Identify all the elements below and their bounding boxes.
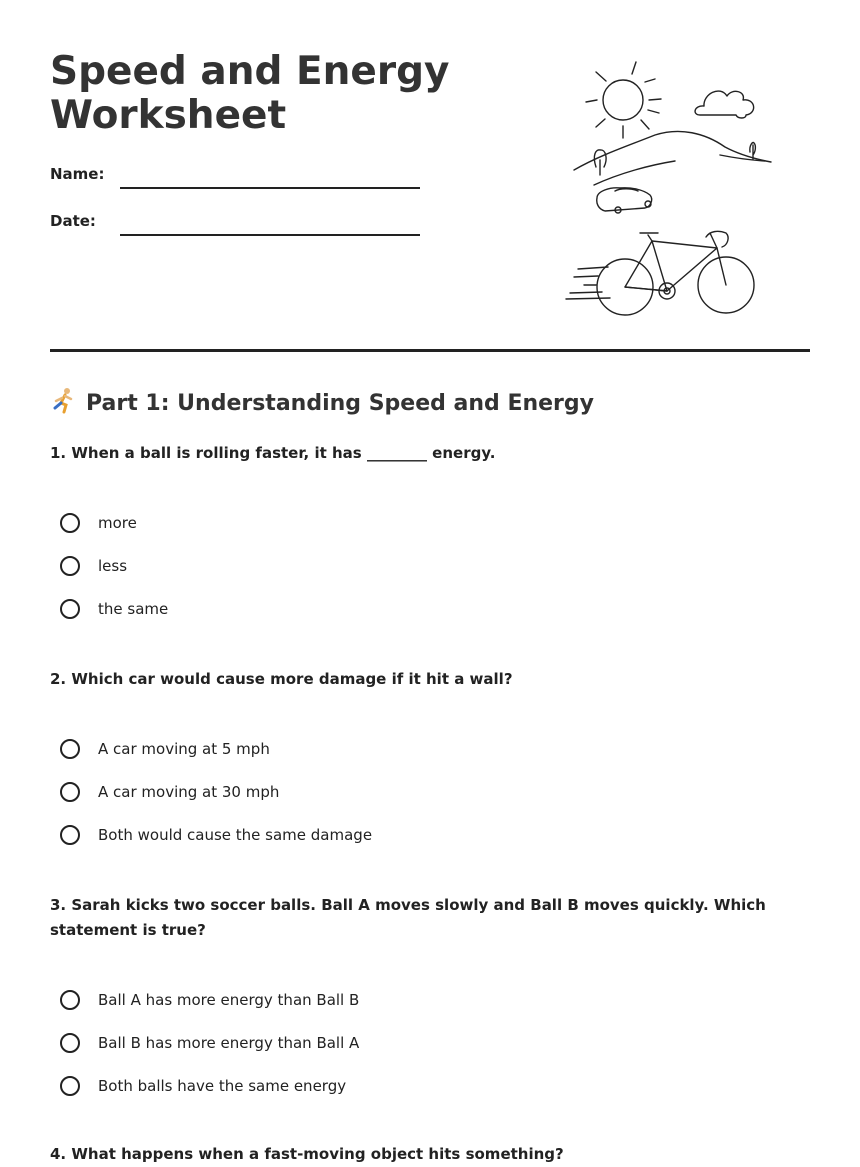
section-heading <box>50 386 594 416</box>
option-label: Ball B has more energy than Ball A <box>98 1034 360 1052</box>
option-label: the same <box>98 600 169 618</box>
date-field <box>50 212 420 236</box>
question-1: 1. When a ball is rolling faster, it has ________ energy. <box>50 444 496 462</box>
name-label: Name: <box>50 165 105 183</box>
runner-icon <box>50 386 78 414</box>
question-3: 3. Sarah kicks two soccer balls. Ball A moves slowly and Ball B moves quickly. Which statement is true? <box>50 896 766 939</box>
date-label: Date: <box>50 212 96 230</box>
name-input-line[interactable] <box>120 187 420 189</box>
option-label: less <box>98 557 128 575</box>
question-2: 2. Which car would cause more damage if it hit a wall? <box>50 670 513 688</box>
option-label: Ball A has more energy than Ball B <box>98 991 360 1009</box>
title-line-2: Worksheet <box>50 93 287 138</box>
radio-button[interactable] <box>60 599 80 619</box>
section-title: Part 1: Understanding Speed and Energy <box>86 391 594 416</box>
option-label: A car moving at 5 mph <box>98 740 270 758</box>
radio-button[interactable] <box>60 513 80 533</box>
radio-button[interactable] <box>60 782 80 802</box>
radio-button[interactable] <box>60 990 80 1010</box>
option-label: Both balls have the same energy <box>98 1077 347 1095</box>
option-label: Both would cause the same damage <box>98 826 373 844</box>
radio-button[interactable] <box>60 1076 80 1096</box>
car-icon <box>597 188 652 213</box>
name-field <box>50 165 420 189</box>
option-label: more <box>98 514 137 532</box>
title-line-1: Speed and Energy <box>50 49 450 94</box>
radio-button[interactable] <box>60 1033 80 1053</box>
motion-lines-icon <box>566 267 610 299</box>
option-label: A car moving at 30 mph <box>98 783 280 801</box>
header-divider <box>50 349 810 352</box>
bicycle-icon <box>597 231 754 315</box>
date-input-line[interactable] <box>120 234 420 236</box>
tree-icon <box>594 142 755 175</box>
speed-illustration <box>560 55 775 320</box>
sun-icon <box>586 62 661 138</box>
worksheet-title <box>50 50 470 138</box>
hill-icon <box>574 131 771 185</box>
radio-button[interactable] <box>60 556 80 576</box>
radio-button[interactable] <box>60 825 80 845</box>
question-4: 4. What happens when a fast-moving object hits something? <box>50 1145 564 1163</box>
cloud-icon <box>695 91 754 118</box>
radio-button[interactable] <box>60 739 80 759</box>
